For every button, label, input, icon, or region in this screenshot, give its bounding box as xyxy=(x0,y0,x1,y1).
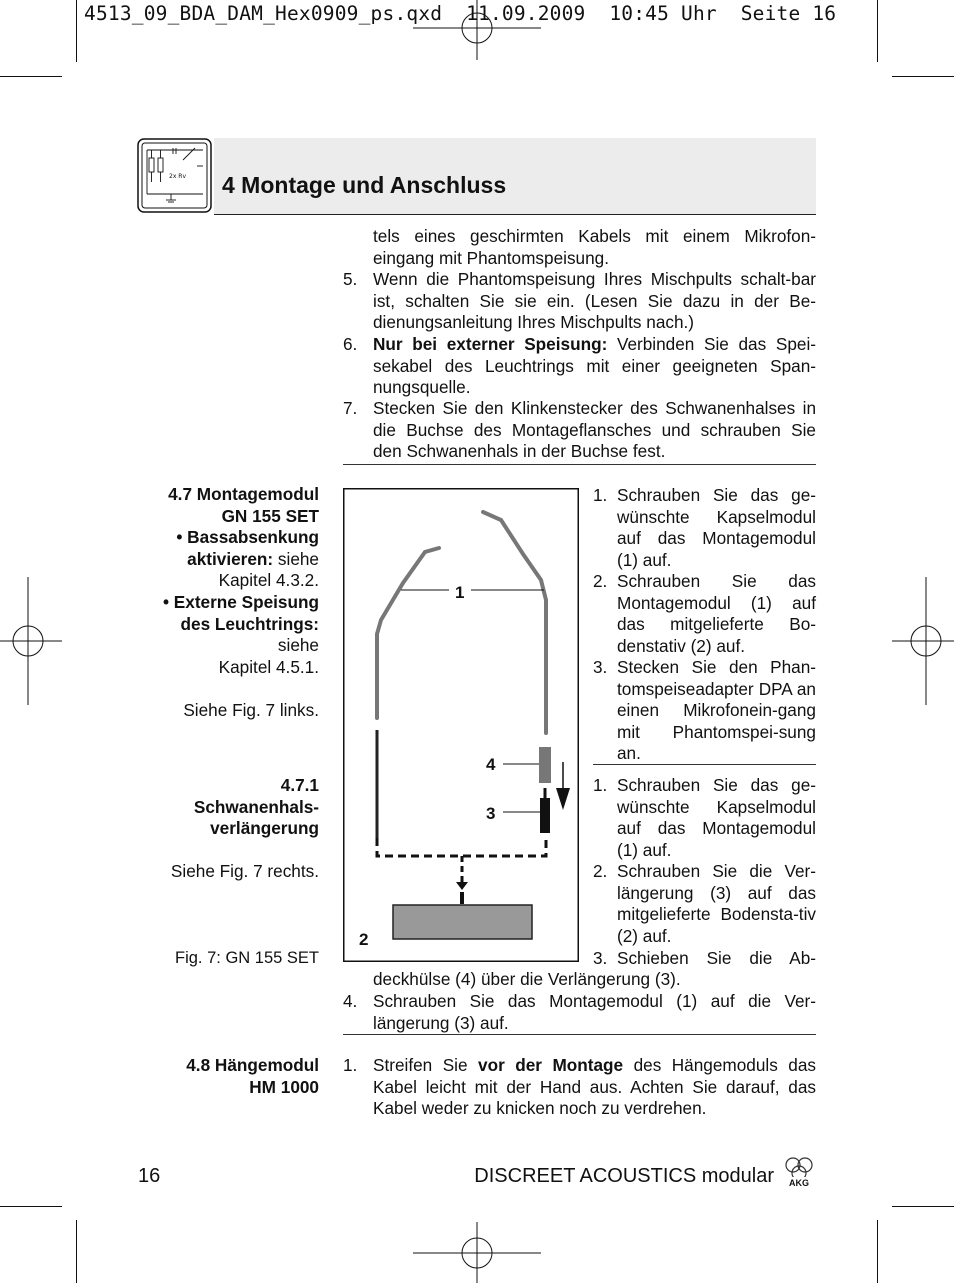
section-heading: GN 155 SET xyxy=(221,505,319,526)
list-item: Wenn die Phantomspeisung Ihres Mischpults schalt-bar ist, schalten Sie sie ein. (Lesen Sie dazu in der Be-dienungsanleitung Ihres Mischpults nach.) xyxy=(373,269,816,333)
list-item-text: des Hängemoduls das Kabel leicht mit der Hand aus. Achten Sie darauf, das Kabel weder zu knicken noch zu verdrehen. xyxy=(373,1055,816,1119)
bullet-text: Kapitel 4.5.1. xyxy=(218,656,319,677)
bullet-text: siehe xyxy=(277,635,319,656)
continuation-text: tels eines geschirmten Kabels mit einem Mikrofon-eingang mit Phantomspeisung. xyxy=(373,226,816,268)
slug-line: 4513_09_BDA_DAM_Hex0909_ps.qxd 11.09.2009 10:45 Uhr Seite 16 xyxy=(84,2,837,25)
list-item: Schrauben Sie das Montagemodul (1) auf die Ver-längerung (3) auf. xyxy=(373,991,816,1033)
figure-label-1: 1 xyxy=(455,583,465,602)
list-item: Schrauben Sie das Montagemodul (1) auf das mitgelieferte Bo-denstativ (2) auf. xyxy=(617,571,816,656)
bullet-text: siehe xyxy=(273,548,319,569)
figure-label-4: 4 xyxy=(486,755,496,774)
bold-phrase: vor der Montage xyxy=(478,1055,624,1075)
bullet-bold: aktivieren: xyxy=(187,548,274,569)
list-number: 5. xyxy=(343,269,358,289)
section-heading: HM 1000 xyxy=(249,1076,319,1097)
list-number: 4. xyxy=(343,991,358,1011)
page-number: 16 xyxy=(138,1165,161,1187)
figure-label-3: 3 xyxy=(486,804,496,823)
divider xyxy=(343,464,816,465)
list-number: 7. xyxy=(343,398,358,418)
list-number: 1. xyxy=(593,485,608,505)
list-item xyxy=(373,1055,816,1120)
list-item-text: Streifen Sie xyxy=(373,1055,479,1075)
list-number: 3. xyxy=(593,657,608,677)
bullet-text: Kapitel 4.3.2. xyxy=(218,570,319,591)
bullet-bold: des Leuchtrings: xyxy=(180,613,319,634)
figure-7-diagram xyxy=(343,488,579,962)
list-item: Schrauben Sie das ge-wünschte Kapselmodul auf das Montagemodul (1) auf. xyxy=(617,775,816,860)
list-item-text: Verbinden Sie das Spei-sekabel des Leuchtrings mit einer geeigneten Span-nungsquelle. xyxy=(373,334,816,398)
list-number: 6. xyxy=(343,334,358,354)
section-heading: 4.7 Montagemodul xyxy=(168,484,319,504)
list-number: 2. xyxy=(593,571,608,591)
page-title: 4 Montage und Anschluss xyxy=(222,172,507,198)
akg-logo-icon xyxy=(779,1155,819,1189)
divider xyxy=(593,764,816,765)
divider xyxy=(343,1034,816,1035)
section-heading: 4.7.1 xyxy=(280,775,319,795)
bullet-bold: • Externe Speisung xyxy=(163,591,319,612)
section-heading: Schwanenhals- xyxy=(193,796,319,817)
section-48-sidebar xyxy=(186,1055,319,1098)
section-471-sidebar xyxy=(171,775,319,883)
bold-lead: Nur bei externer Speisung: xyxy=(373,334,608,354)
figure-caption: Fig. 7: GN 155 SET xyxy=(175,949,319,967)
bullet-bold: • Bassabsenkung xyxy=(176,527,319,548)
list-number: 3. xyxy=(593,948,608,968)
circuit-diagram-icon xyxy=(137,138,212,213)
list-number: 1. xyxy=(593,775,608,795)
list-item xyxy=(373,334,816,399)
logo-text: AKG xyxy=(789,1178,809,1188)
icon-label: 2x Rv xyxy=(169,173,186,180)
section-heading: 4.8 Hängemodul xyxy=(186,1055,319,1075)
footer-title: DISCREET ACOUSTICS modular xyxy=(474,1165,774,1187)
list-item-continuation: deckhülse (4) über die Verlängerung (3). xyxy=(373,969,681,989)
section-47-sidebar xyxy=(163,484,319,722)
figure-label-2: 2 xyxy=(359,930,369,949)
list-item: Stecken Sie den Phan-tomspeiseadapter DPA an einen Mikrofonein-gang mit Phantomspei-sung an. xyxy=(617,657,816,764)
section-heading: verlängerung xyxy=(210,818,319,839)
list-item: Schrauben Sie das ge-wünschte Kapselmodul auf das Montagemodul (1) auf. xyxy=(617,485,816,570)
list-item: Stecken Sie den Klinkenstecker des Schwanenhalses in die Buchse des Montageflansches und schrauben Sie den Schwanenhals in der Buchse fest. xyxy=(373,398,816,462)
see-figure-left: Siehe Fig. 7 links. xyxy=(183,699,319,720)
list-number: 2. xyxy=(593,861,608,881)
list-item: Schrauben Sie die Ver-längerung (3) auf das mitgelieferte Bodensta-tiv (2) auf. xyxy=(617,861,816,946)
list-item: Schieben Sie die Ab- xyxy=(617,948,816,968)
list-number: 1. xyxy=(343,1055,358,1075)
see-figure-right: Siehe Fig. 7 rechts. xyxy=(170,861,319,882)
